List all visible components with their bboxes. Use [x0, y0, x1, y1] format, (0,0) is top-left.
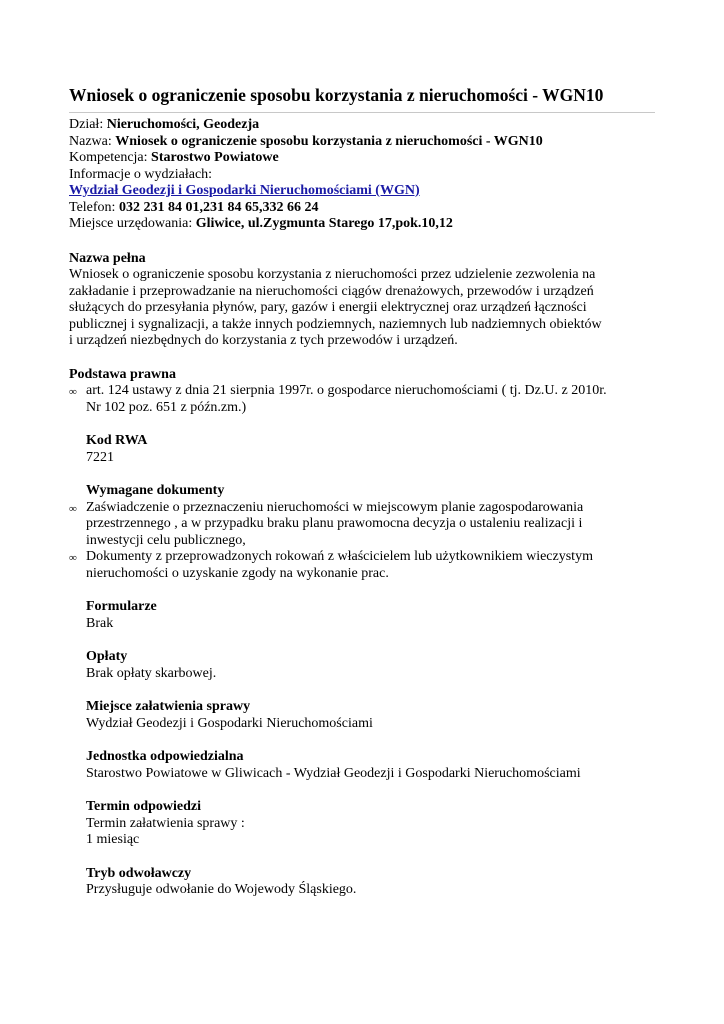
meta-nazwa	[69, 134, 655, 151]
section-wymagane-dokumenty	[69, 483, 655, 582]
meta-telefon-label: Telefon:	[69, 199, 116, 215]
meta-miejsce-value: Gliwice, ul.Zygmunta Starego 17,pok.10,12	[195, 216, 453, 231]
section-nazwa-pelna	[69, 251, 655, 350]
list-item-line: Nr 102 poz. 651 z późn.zm.)	[86, 399, 247, 415]
infinity-bullet-icon: ∞	[69, 552, 77, 564]
title-divider	[69, 112, 655, 113]
wymagane-dokumenty-list	[69, 500, 655, 583]
termin-heading: Termin odpowiedzi	[86, 799, 201, 814]
list-item-line: art. 124 ustawy z dnia 21 sierpnia 1997r. o gospodarce nieruchomościami ( tj. Dz.U. z 2010r.	[86, 383, 607, 398]
section-kod-rwa	[86, 433, 655, 466]
kod-rwa-heading: Kod RWA	[86, 433, 148, 448]
list-item-line: Dokumenty z przeprowadzonych rokowań z właścicielem lub użytkownikiem wieczystym	[86, 549, 593, 564]
nazwa-pelna-line: Wniosek o ograniczenie sposobu korzystania z nieruchomości przez udzielenie zezwolenia na	[69, 267, 596, 282]
wydzial-link[interactable]: Wydział Geodezji i Gospodarki Nieruchomościami (WGN)	[69, 183, 420, 198]
nazwa-pelna-line: służących do przesyłania płynów, pary, gazów i energii elektrycznej oraz urządzeń łączności	[69, 300, 587, 315]
oplaty-heading: Opłaty	[86, 649, 128, 664]
infinity-bullet-icon: ∞	[69, 502, 77, 515]
meta-kompetencja-label: Kompetencja:	[69, 150, 148, 165]
miejsce-zalatwienia-value: Wydział Geodezji i Gospodarki Nieruchomościami	[86, 715, 373, 731]
miejsce-zalatwienia-heading: Miejsce załatwienia sprawy	[86, 699, 251, 714]
meta-dzial-label: Dział:	[69, 117, 104, 132]
meta-dzial-value: Nieruchomości, Geodezja	[106, 117, 260, 132]
meta-informacje-label: Informacje o wydziałach:	[69, 166, 213, 182]
meta-nazwa-value: Wniosek o ograniczenie sposobu korzystania z nieruchomości - WGN10	[115, 133, 543, 149]
tryb-value: Przysługuje odwołanie do Wojewody Śląskiego.	[86, 882, 357, 897]
podstawa-prawna-list	[69, 383, 655, 416]
infinity-bullet-icon: ∞	[69, 386, 77, 398]
meta-miejsce	[69, 216, 655, 233]
list-item	[69, 500, 655, 550]
tryb-heading: Tryb odwoławczy	[86, 865, 192, 881]
section-oplaty	[86, 649, 655, 682]
wymagane-dokumenty-heading: Wymagane dokumenty	[86, 483, 225, 498]
list-item	[69, 383, 655, 416]
jednostka-heading: Jednostka odpowiedzialna	[86, 749, 244, 764]
nazwa-pelna-text	[69, 267, 655, 350]
kod-rwa-value: 7221	[86, 449, 114, 465]
podstawa-prawna-heading: Podstawa prawna	[69, 366, 176, 382]
nazwa-pelna-line: zakładanie i przeprowadzanie na nieruchomości ciągów drenażowych, przewodów i urządzeń	[69, 283, 594, 299]
page-title: Wniosek o ograniczenie sposobu korzystania z nieruchomości - WGN10	[69, 85, 604, 105]
jednostka-value: Starostwo Powiatowe w Gliwicach - Wydział Geodezji i Gospodarki Nieruchomościami	[86, 765, 581, 781]
list-item-line: inwestycji celu publicznego,	[86, 532, 246, 548]
meta-telefon-value: 032 231 84 01,231 84 65,332 66 24	[118, 199, 319, 215]
meta-dzial	[69, 117, 655, 134]
nazwa-pelna-line: publicznej i sygnalizacji, a także innych podziemnych, naziemnych lub nadziemnych obiektów	[69, 316, 602, 332]
list-item-line: Zaświadczenie o przeznaczeniu nieruchomości w miejscowym planie zagospodarowania	[86, 499, 584, 515]
meta-telefon	[69, 200, 655, 217]
section-jednostka	[86, 749, 655, 782]
meta-block	[69, 117, 655, 233]
section-tryb	[86, 866, 655, 899]
section-podstawa-prawna	[69, 367, 655, 417]
document-page	[69, 84, 655, 899]
termin-line-1: Termin załatwienia sprawy :	[86, 815, 245, 831]
meta-miejsce-label: Miejsce urzędowania:	[69, 216, 193, 231]
section-miejsce-zalatwienia	[86, 699, 655, 732]
formularze-heading: Formularze	[86, 599, 157, 614]
meta-kompetencja	[69, 150, 655, 167]
meta-nazwa-label: Nazwa:	[69, 133, 112, 149]
nazwa-pelna-line: i urządzeń niezbędnych do korzystania z tych przewodów i urządzeń.	[69, 333, 458, 348]
meta-kompetencja-value: Starostwo Powiatowe	[151, 150, 279, 165]
list-item-line: nieruchomości o uzyskanie zgody na wykonanie prac.	[86, 565, 389, 581]
section-termin	[86, 799, 655, 849]
formularze-value: Brak	[86, 615, 114, 631]
list-item-line: przestrzennego , a w przypadku braku planu prawomocna decyzja o ustaleniu realizacji i	[86, 516, 583, 531]
section-formularze	[86, 599, 655, 632]
nazwa-pelna-heading: Nazwa pełna	[69, 250, 146, 266]
list-item	[69, 549, 655, 582]
meta-wydzial-row	[69, 183, 655, 200]
oplaty-value: Brak opłaty skarbowej.	[86, 665, 217, 681]
termin-line-2: 1 miesiąc	[86, 832, 140, 847]
